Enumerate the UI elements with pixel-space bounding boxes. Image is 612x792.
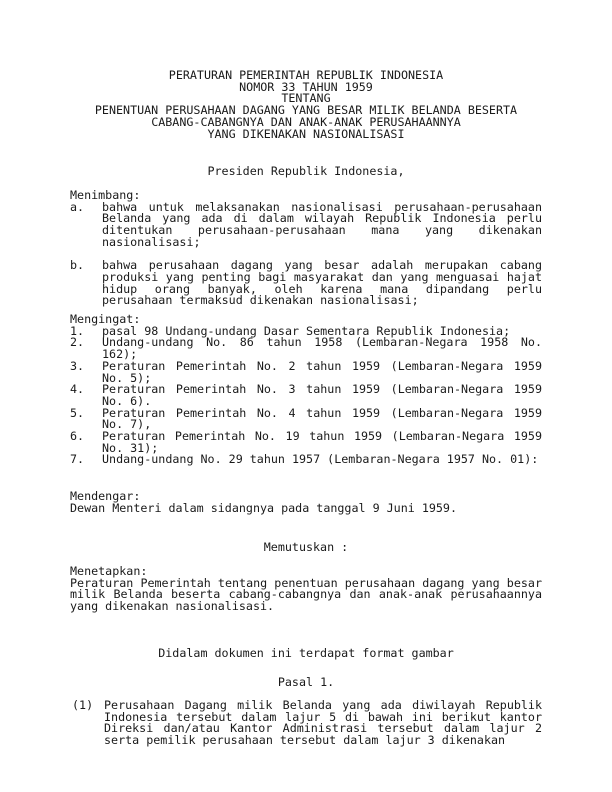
list-item-text: bahwa untuk melaksanakan nasionalisasi perusahaan-perusahaan Belanda yang ada di dalam wilayah Republik Indonesia perlu ditentukan perusahaan-perusahaan mana yang dikenakan nasionalisasi; <box>102 199 542 249</box>
list-item-text: Peraturan Pemerintah No. 3 tahun 1959 (Lembaran-Negara 1959 No. 6). <box>102 382 542 408</box>
list-item-text: Peraturan Pemerintah No. 4 tahun 1959 (Lembaran-Negara 1959 No. 7), <box>102 405 542 432</box>
mengingat-list <box>70 323 542 467</box>
mendengar-text: Dewan Menteri dalam sidangnya pada tanggal 9 Juni 1959. <box>70 500 458 515</box>
list-item-marker: 7. <box>70 452 85 467</box>
list-item <box>70 337 542 360</box>
list-item <box>70 260 542 307</box>
list-item-text: Undang-undang No. 86 tahun 1958 (Lembaran-Negara 1958 No. 162); <box>102 335 542 362</box>
title-line-2: NOMOR 33 TAHUN 1959 <box>239 79 373 94</box>
list-item-marker: b. <box>70 258 85 273</box>
list-item-text: Peraturan Pemerintah No. 2 tahun 1959 (Lembaran-Negara 1959 No. 5); <box>102 358 542 385</box>
list-item-text: pasal 98 Undang-undang Dasar Sementara Republik Indonesia; <box>102 323 511 338</box>
list-item-marker: 6. <box>70 429 85 444</box>
title-line-5: CABANG-CABANGNYA DAN ANAK-ANAK PERUSAHAANNYA <box>151 114 461 129</box>
menetapkan-section <box>70 566 542 613</box>
list-item <box>70 431 542 454</box>
title-line-3: TENTANG <box>281 91 331 106</box>
document-page <box>70 0 542 792</box>
list-item <box>70 405 542 432</box>
title-line-6: YANG DIKENAKAN NASIONALISASI <box>207 126 405 141</box>
list-item-text: bahwa perusahaan dagang yang besar adalah merupakan cabang produksi yang penting bagi masyarakat dan yang menguasai hajat hidup orang banyak, oleh karena mana dipandang perlu perusahaan termaksud dikenakan nasionalisasi; <box>102 258 542 308</box>
issuing-authority: Presiden Republik Indonesia, <box>207 164 405 178</box>
pasal-item <box>70 700 542 747</box>
pasal-item-text: Perusahaan Dagang milik Belanda yang ada diwilayah Republik Indonesia tersebut dalam lajur 5 di bawah ini berikut kantor Direksi dan/atau Kantor Administrasi tersebut dalam lajur 2 serta pemilik perusahaan tersebut dalam lajur 3 dikenakan <box>104 698 542 748</box>
memutuskan-heading: Memutuskan : <box>263 540 349 554</box>
menetapkan-heading: Menetapkan: <box>70 564 148 578</box>
menimbang-list <box>70 199 542 308</box>
list-item <box>70 199 542 249</box>
list-item <box>70 454 542 466</box>
list-item-marker: a. <box>70 199 85 214</box>
mendengar-heading: Mendengar: <box>70 489 141 503</box>
list-item <box>70 384 542 407</box>
menimbang-heading: Menimbang: <box>70 188 141 202</box>
title-line-1: PERATURAN PEMERINTAH REPUBLIK INDONESIA <box>168 68 444 82</box>
list-item-marker: 5. <box>70 405 85 420</box>
pasal-body <box>70 700 542 747</box>
mengingat-heading: Mengingat: <box>70 312 141 326</box>
list-item <box>70 358 542 385</box>
mendengar-section <box>70 491 542 514</box>
list-item-text: Undang-undang No. 29 tahun 1957 (Lembaran-Negara 1957 No. 01): <box>102 452 539 467</box>
pasal-item-marker: (1) <box>72 698 94 712</box>
menetapkan-text: Peraturan Pemerintah tentang penentuan perusahaan dagang yang besar milik Belanda beserta cabang-cabangnya dan anak-anak perusahaannya yang dikenakan nasionalisasi. <box>70 575 542 614</box>
menimbang-section <box>70 190 542 307</box>
image-format-note: Didalam dokumen ini terdapat format gambar <box>158 646 454 660</box>
list-item-marker: 1. <box>70 323 85 338</box>
pasal-heading: Pasal 1. <box>277 675 335 689</box>
list-item-marker: 3. <box>70 358 85 373</box>
list-item-text: Peraturan Pemerintah No. 19 tahun 1959 (Lembaran-Negara 1959 No. 31); <box>102 429 542 455</box>
title-line-4: PENENTUAN PERUSAHAAN DAGANG YANG BESAR MILIK BELANDA BESERTA <box>94 103 518 118</box>
list-item-marker: 2. <box>70 335 85 350</box>
list-item-marker: 4. <box>70 382 85 397</box>
mengingat-section <box>70 314 542 466</box>
document-title-block <box>70 70 542 140</box>
